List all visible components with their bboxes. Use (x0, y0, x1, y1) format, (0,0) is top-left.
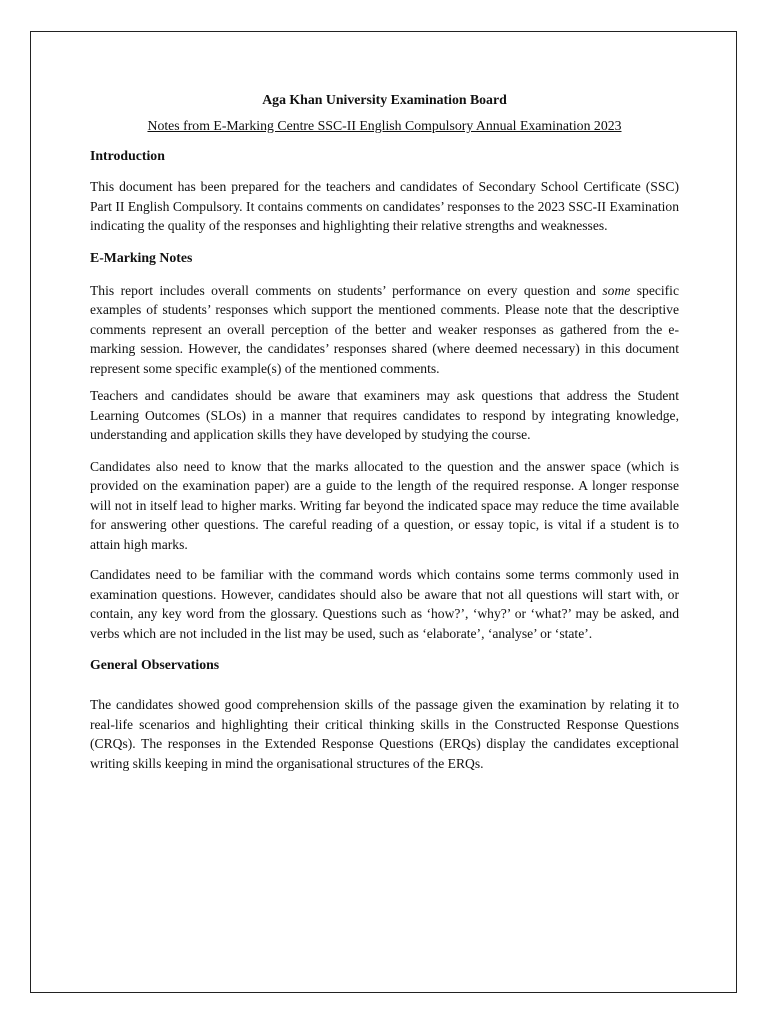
general-observations-paragraph: The candidates showed good comprehension skills of the passage given the examination by relating it to real-life scenarios and highlighting their critical thinking skills in the Constructed Response Questions (CRQs). The responses in the Extended Response Questions (ERQs) display the candidates exceptional writing skills keeping in mind the organisational structures of the ERQs. (90, 697, 679, 771)
marks-paragraph: Candidates also need to know that the marks allocated to the question and the answer space (which is provided on the examination paper) are a guide to the length of the required response. A longer response will not in itself lead to higher marks. Writing far beyond the indicated space may reduce the time available for answering other questions. The careful reading of a question, or essay topic, is vital if a student is to attain high marks. (90, 458, 679, 552)
document-title: Aga Khan University Examination Board (262, 92, 507, 107)
report-emphasis: some (602, 282, 631, 298)
document-body (90, 90, 679, 773)
report-text-end: specific examples of students’ responses which support the mentioned comments. Please note that the descriptive comments represent an overall perception of the better and weaker responses as gathered from the e-marking session. However, the candidates’ responses shared (where deemed necessary) in this document represent some specific example(s) of the mentioned comments. (90, 282, 679, 376)
e-marking-notes-heading: E-Marking Notes (90, 249, 193, 265)
report-text-start: This report includes overall comments on students’ performance on every question and (90, 282, 603, 298)
report-paragraph (90, 281, 679, 379)
general-observations-heading: General Observations (90, 657, 220, 672)
document-subtitle: Notes from E-Marking Centre SSC-II English Compulsory Annual Examination 2023 (147, 118, 622, 133)
introduction-heading: Introduction (90, 148, 165, 163)
introduction-paragraph: This document has been prepared for the teachers and candidates of Secondary School Certificate (SSC) Part II English Compulsory. It contains comments on candidates’ responses to the 2023 SSC-II Examination indicating the quality of the responses and highlighting their relative strengths and weaknesses. (90, 179, 679, 233)
teachers-paragraph: Teachers and candidates should be aware that examiners may ask questions that address the Student Learning Outcomes (SLOs) in a manner that requires candidates to respond by integrating knowledge, understanding and application skills they have developed by studying the course. (90, 388, 679, 442)
command-words-paragraph: Candidates need to be familiar with the command words which contains some terms commonly used in examination questions. However, candidates should also be aware that not all questions will start with, or contain, any key word from the glossary. Questions such as ‘how?’, ‘why?’ or ‘what?’ may be asked, and verbs which are not included in the list may be used, such as ‘elaborate’, ‘analyse’ or ‘state’. (90, 567, 679, 641)
